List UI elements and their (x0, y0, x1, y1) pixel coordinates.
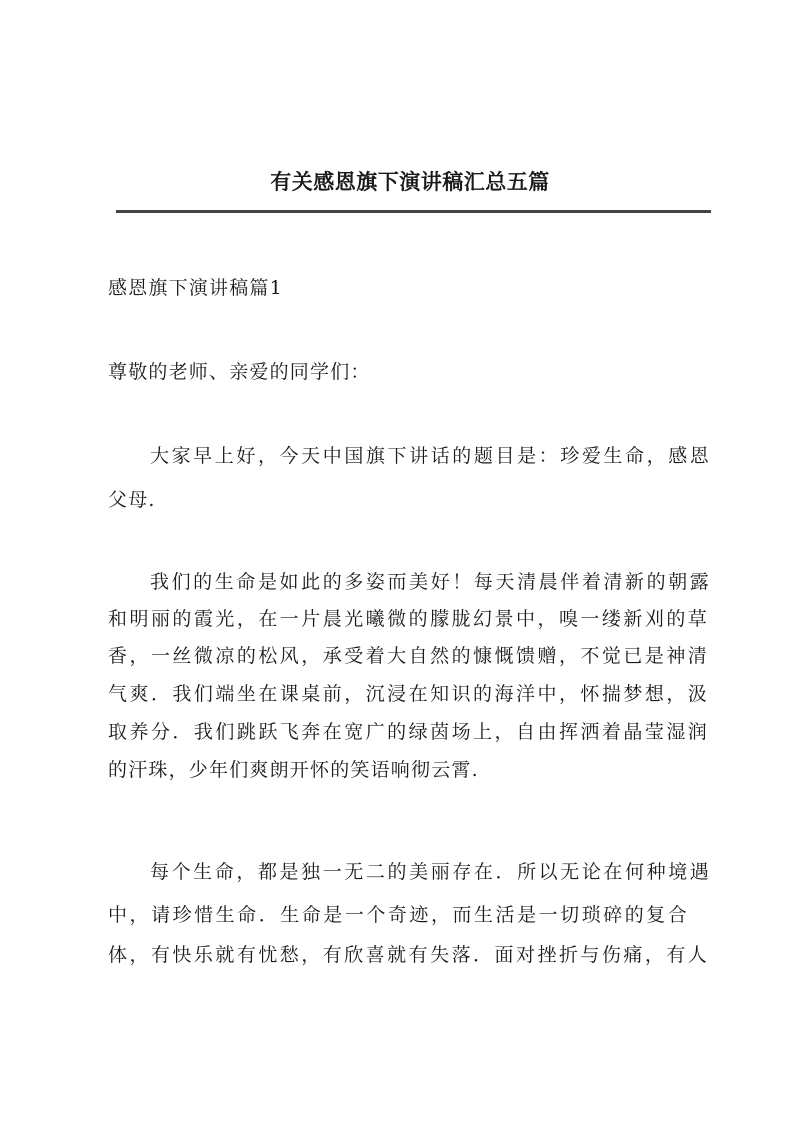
paragraph-3-line-2: 中，请珍惜生命．生命是一个奇迹，而生活是一切琐碎的复合 (108, 904, 688, 926)
paragraph-3-line-1: 每个生命，都是独一无二的美丽存在．所以无论在何种境遇 (150, 861, 710, 883)
paragraph-2-line-5: 取养分．我们跳跃飞奔在宽广的绿茵场上，自由挥洒着晶莹湿润 (108, 721, 708, 743)
document-title: 有关感恩旗下演讲稿汇总五篇 (270, 169, 550, 194)
salutation: 尊敬的老师、亲爱的同学们： (108, 361, 371, 383)
paragraph-2-line-2: 和明丽的霞光，在一片晨光曦微的朦胧幻景中，嗅一缕新刈的草 (108, 608, 708, 630)
title-divider (116, 210, 711, 213)
paragraph-2-line-3: 香，一丝微凉的松风，承受着大自然的慷慨馈赠，不觉已是神清 (108, 645, 708, 667)
section-heading: 感恩旗下演讲稿篇1 (108, 277, 283, 299)
paragraph-3-line-3: 体，有快乐就有忧愁，有欣喜就有失落．面对挫折与伤痛，有人 (108, 944, 708, 966)
paragraph-2-line-6: 的汗珠，少年们爽朗开怀的笑语响彻云霄. (108, 759, 479, 781)
paragraph-2-line-4: 气爽．我们端坐在课桌前，沉浸在知识的海洋中，怀揣梦想，汲 (108, 683, 708, 705)
paragraph-1-line-1: 大家早上好，今天中国旗下讲话的题目是：珍爱生命，感恩 (150, 445, 710, 467)
paragraph-1-line-2: 父母. (108, 489, 156, 511)
paragraph-2-line-1: 我们的生命是如此的多姿而美好！每天清晨伴着清新的朝露 (150, 571, 710, 593)
